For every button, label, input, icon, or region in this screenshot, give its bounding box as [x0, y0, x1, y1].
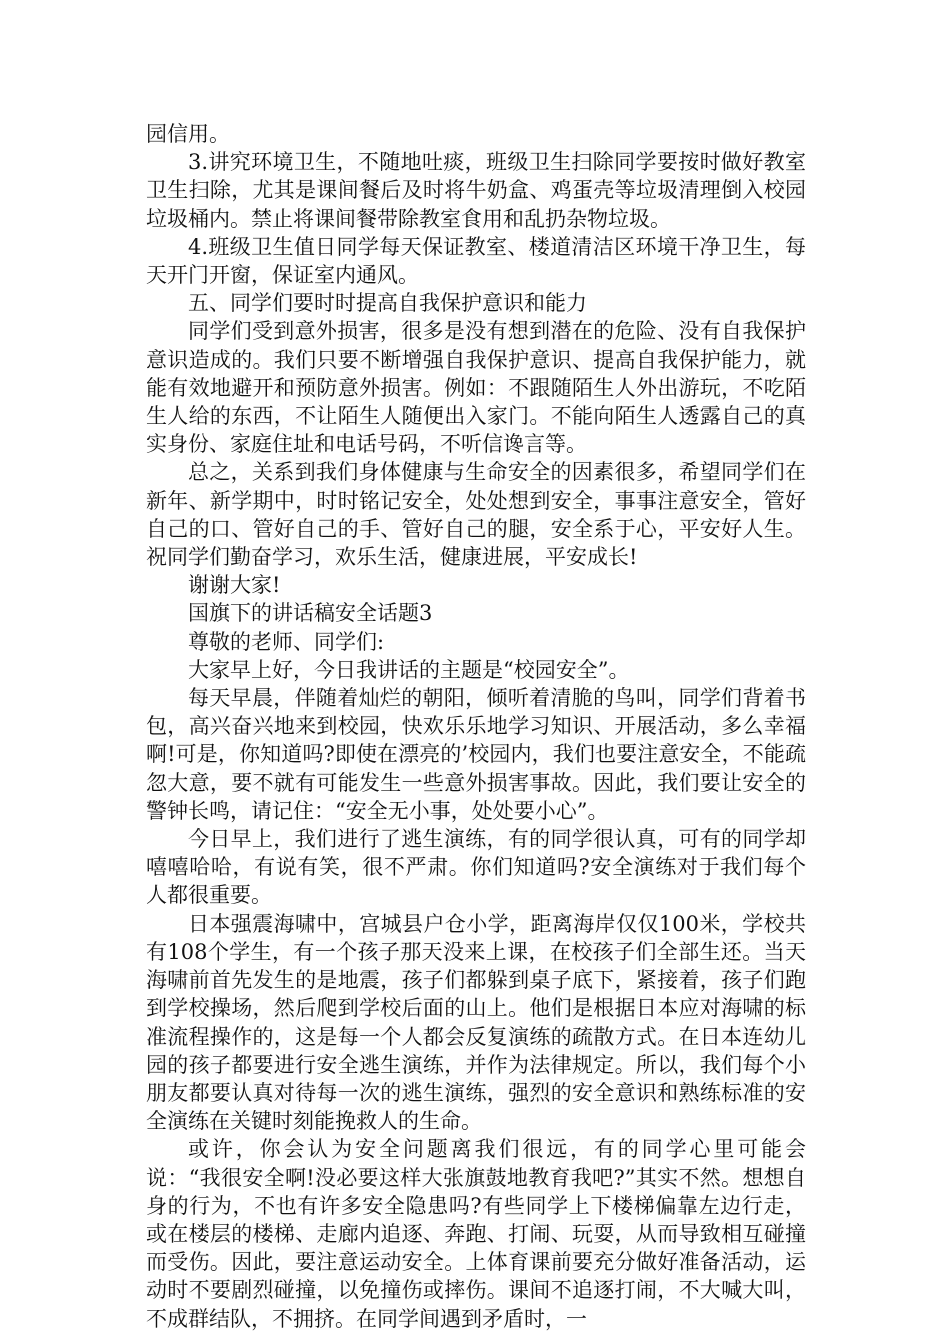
- speech-title-3: 国旗下的讲话稿安全话题3: [188, 601, 433, 626]
- paragraph-hygiene-4: 4.班级卫生值日同学每天保证教室、楼道清洁区环境干净卫生，每天开门开窗，保证室内通风。: [146, 234, 806, 288]
- paragraph-hygiene-3: 3.讲究环境卫生，不随地吐痰，班级卫生扫除同学要按时做好教室卫生扫除，尤其是课间餐后及时将牛奶盒、鸡蛋壳等垃圾清理倒入校园垃圾桶内。禁止将课间餐带除教室食用和乱扔杂物垃圾。: [146, 150, 806, 231]
- speech-salutation: 尊敬的老师、同学们:: [188, 629, 385, 654]
- paragraph-japan-tsunami: 日本强震海啸中，宫城县户仓小学，距离海岸仅仅100米，学校共有108个学生，有一个孩子那天没来上课，在校孩子们全部生还。当天海啸前首先发生的是地震，孩子们都躲到桌子底下，紧接着，孩子们跑到学校操场，然后爬到学校后面的山上。他们是根据日本应对海啸的标准流程操作的，这是每一个人都会反复演练的疏散方式。在日本连幼儿园的孩子都要进行安全逃生演练，并作为法律规定。所以，我们每个小朋友都要认真对待每一次的逃生演练，强烈的安全意识和熟练标准的安全演练在关键时刻能挽救人的生命。: [146, 911, 806, 1134]
- paragraph-safety-hazards: 或许，你会认为安全问题离我们很远，有的同学心里可能会说：“我很安全啊!没必要这样大张旗鼓地教育我吧?”其实不然。想想自身的行为，不也有许多安全隐患吗?有些同学上下楼梯偏靠左边行走，或在楼层的楼梯、走廊内追逐、奔跑、打闹、玩耍，从而导致相互碰撞而受伤。因此，要注意运动安全。上体育课前要充分做好准备活动，运动时不要剧烈碰撞，以免撞伤或摔伤。课间不追逐打闹，不大喊大叫，不成群结队，不拥挤。在同学间遇到矛盾时，一: [146, 1137, 806, 1331]
- paragraph-continued: 园信用。: [146, 122, 230, 146]
- paragraph-thanks: 谢谢大家!: [188, 573, 281, 598]
- paragraph-drill: 今日早上，我们进行了逃生演练，有的同学很认真，可有的同学却嘻嘻哈哈，有说有笑，很不严肃。你们知道吗?安全演练对于我们每个人都很重要。: [146, 827, 806, 908]
- section-heading-5: 五、同学们要时时提高自我保护意识和能力: [188, 291, 587, 316]
- paragraph-greeting: 大家早上好，今日我讲话的主题是“校园安全”。: [188, 657, 630, 682]
- paragraph-morning: 每天早晨，伴随着灿烂的朝阳，倾听着清脆的鸟叫，同学们背着书包，高兴奋兴地来到校园，快欢乐乐地学习知识、开展活动，多么幸福啊!可是，你知道吗?即使在漂亮的’校园内，我们也要注意安全，不能疏忽大意，要不就有可能发生一些意外损害事故。因此，我们要让安全的警钟长鸣，请记住：“安全无小事，处处要小心”。: [146, 686, 806, 823]
- document-body: [146, 120, 806, 1333]
- paragraph-self-protection: 同学们受到意外损害，很多是没有想到潜在的危险、没有自我保护意识造成的。我们只要不断增强自我保护意识、提高自我保护能力，就能有效地避开和预防意外损害。例如：不跟随陌生人外出游玩，不吃陌生人给的东西，不让陌生人随便出入家门。不能向陌生人透露自己的真实身份、家庭住址和电话号码，不听信谗言等。: [146, 319, 806, 457]
- paragraph-conclusion: 总之，关系到我们身体健康与生命安全的因素很多，希望同学们在新年、新学期中，时时铭记安全，处处想到安全，事事注意安全，管好自己的口、管好自己的手、管好自己的腿，安全系于心，平安好人生。祝同学们勤奋学习，欢乐生活，健康进展，平安成长!: [146, 460, 806, 570]
